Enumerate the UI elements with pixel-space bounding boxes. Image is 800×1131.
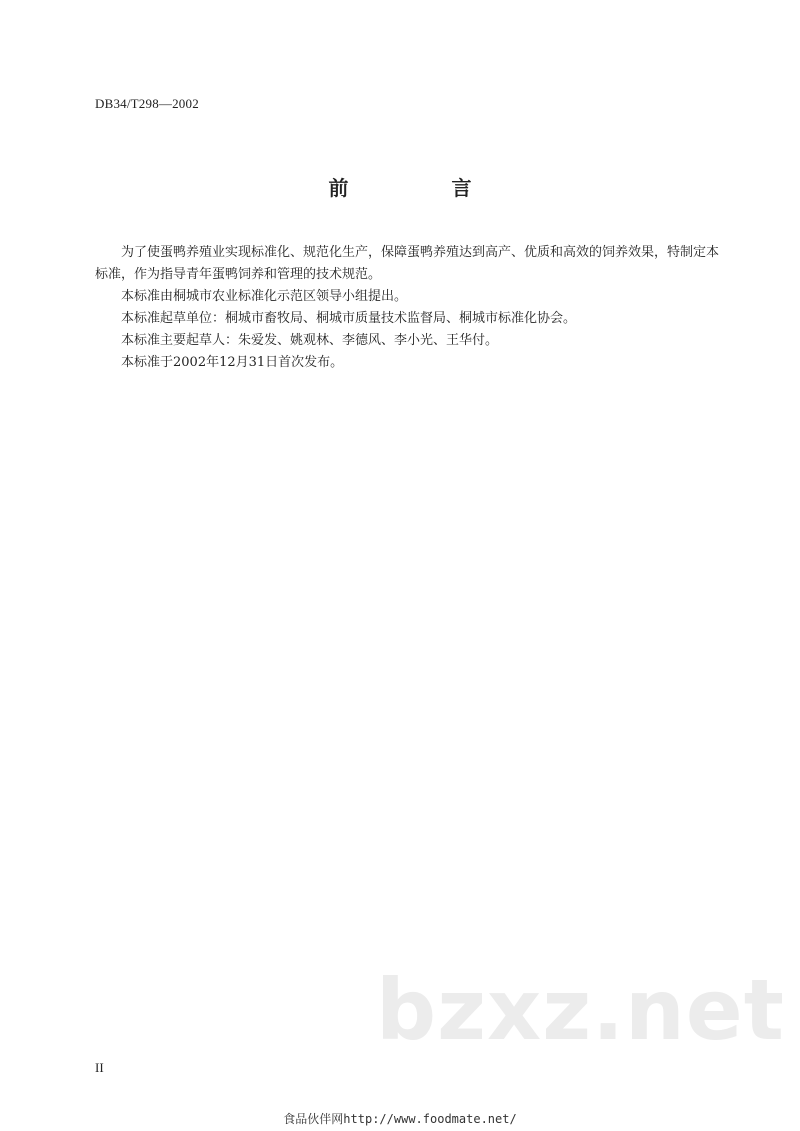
paragraph-drafters: 本标准主要起草人：朱爱发、姚观林、李德风、李小光、王华付。 bbox=[121, 333, 499, 348]
page-number: II bbox=[95, 1060, 104, 1075]
paragraph-release-date: 本标准于2002年12月31日首次发布。 bbox=[121, 355, 344, 370]
paragraph-drafting-units: 本标准起草单位：桐城市畜牧局、桐城市质量技术监督局、桐城市标准化协会。 bbox=[121, 311, 577, 326]
foreword-body bbox=[95, 242, 725, 374]
paragraph-proposer: 本标准由桐城市农业标准化示范区领导小组提出。 bbox=[121, 289, 408, 304]
document-code: DB34/T298—2002 bbox=[95, 96, 199, 111]
page-title: 前 言 bbox=[328, 176, 520, 200]
paragraph-purpose: 为了使蛋鸭养殖业实现标准化、规范化生产，保障蛋鸭养殖达到高产、优质和高效的饲养效果，特制定本标准，作为指导青年蛋鸭饲养和管理的技术规范。 bbox=[95, 245, 720, 282]
footer-source-link[interactable]: 食品伙伴网http://www.foodmate.net/ bbox=[283, 1112, 517, 1126]
watermark: bzxz.net bbox=[376, 961, 785, 1059]
